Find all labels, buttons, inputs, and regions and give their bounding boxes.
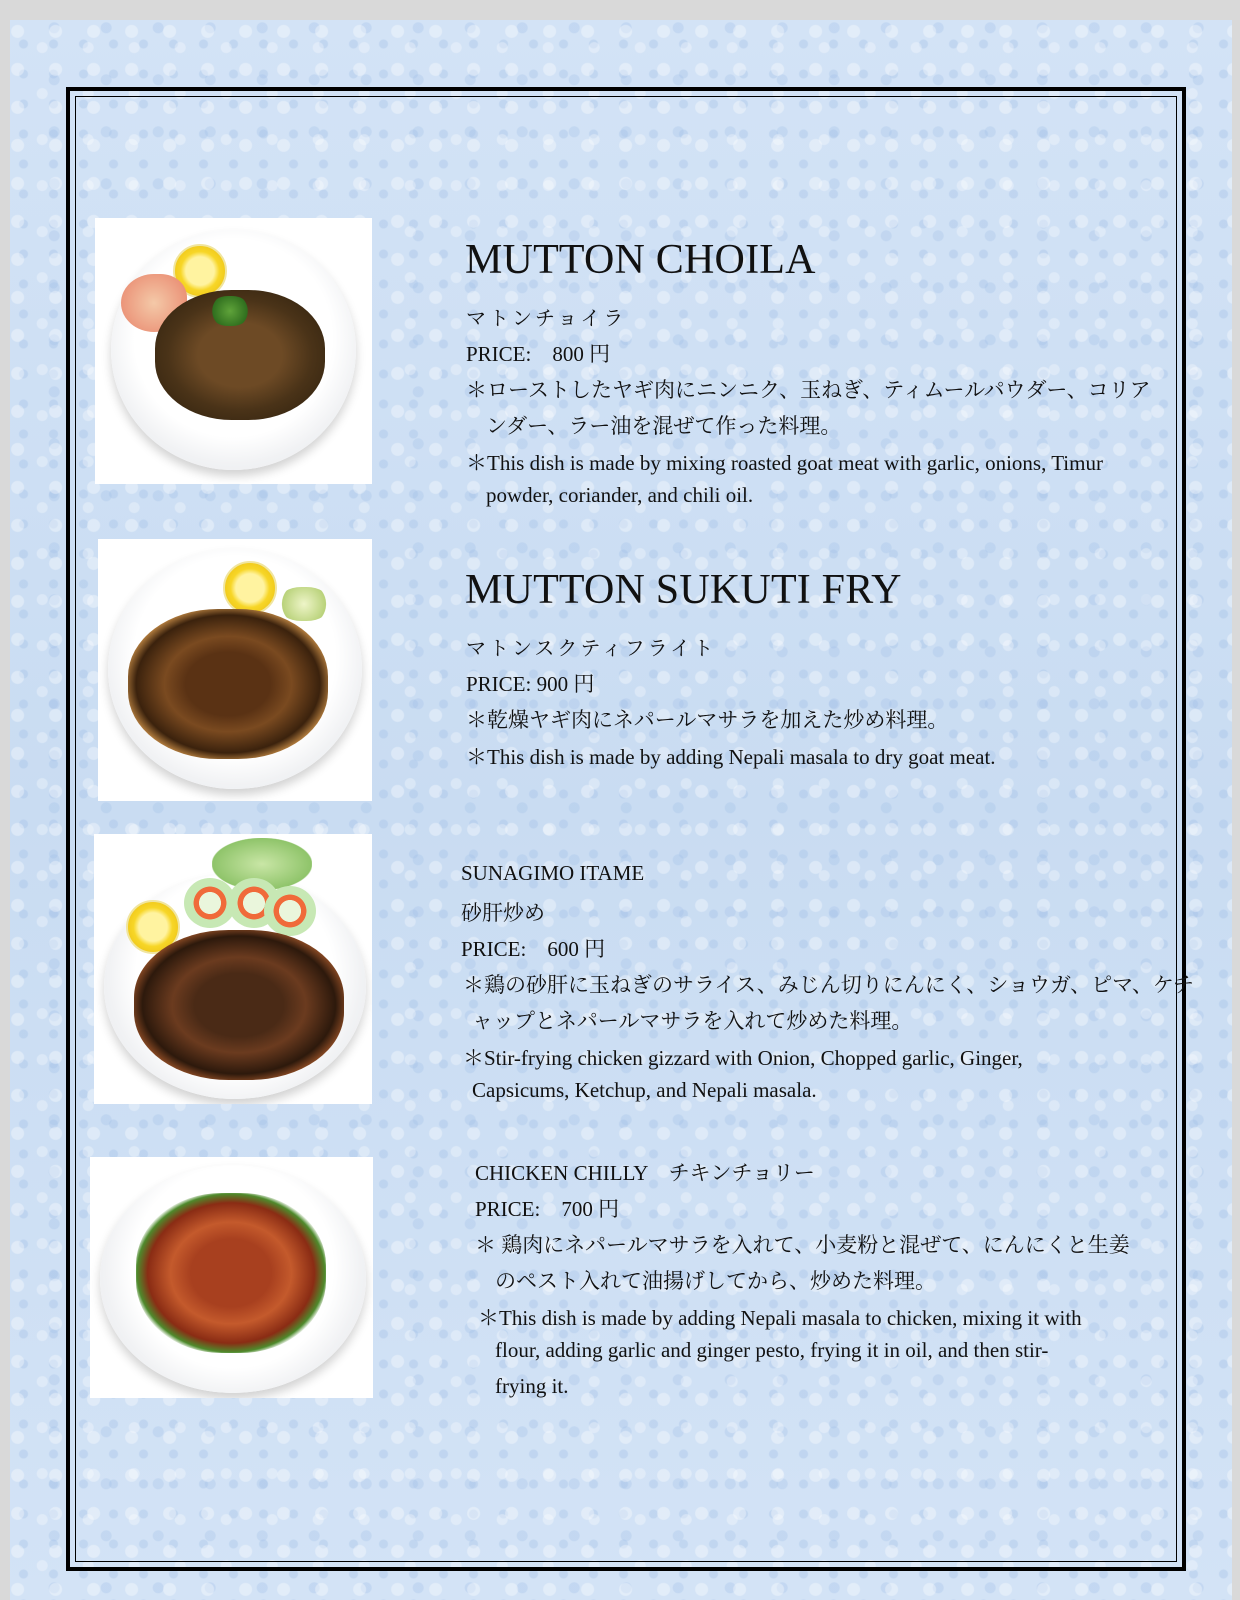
dish-description-en-cont: Capsicums, Ketchup, and Nepali masala. bbox=[472, 1078, 817, 1102]
dish-description-jp: ＊ 鶏肉にネパールマサラを入れて、小麦粉と混ぜて、にんにくと生姜 bbox=[475, 1233, 1130, 1257]
dish-price: PRICE: 800 円 bbox=[466, 342, 611, 366]
dish-description-en-cont: powder, coriander, and chili oil. bbox=[486, 483, 754, 507]
sunagimo-itame-photo bbox=[94, 834, 372, 1104]
dish-description-en: ＊This dish is made by adding Nepali masala to chicken, mixing it with bbox=[478, 1306, 1082, 1330]
dish-title: MUTTON CHOILA bbox=[465, 237, 816, 283]
chicken-chilly-photo bbox=[90, 1157, 373, 1398]
mutton-sukuti-fry-photo bbox=[98, 539, 372, 801]
dish-kana: 砂肝炒め bbox=[461, 901, 545, 925]
dish-price: PRICE: 700 円 bbox=[475, 1197, 620, 1221]
dish-title: MUTTON SUKUTI FRY bbox=[465, 567, 902, 613]
dish-description-jp: ＊鶏の砂肝に玉ねぎのサライス、みじん切りにんにく、ショウガ、ピマ、ケチ bbox=[463, 973, 1195, 997]
dish-description-en: ＊This dish is made by adding Nepali masala to dry goat meat. bbox=[466, 745, 996, 769]
dish-description-jp-cont: ンダー、ラー油を混ぜて作った料理。 bbox=[486, 414, 842, 438]
dish-description-en: ＊This dish is made by mixing roasted goat meat with garlic, onions, Timur bbox=[466, 451, 1103, 475]
mutton-choila-photo bbox=[95, 218, 372, 484]
dish-title: SUNAGIMO ITAME bbox=[461, 861, 645, 885]
dish-description-jp-cont: のペスト入れて油揚げしてから、炒めた料理。 bbox=[495, 1269, 936, 1293]
dish-description-en: ＊Stir-frying chicken gizzard with Onion, Chopped garlic, Ginger, bbox=[463, 1046, 1023, 1070]
dish-description-en-cont: frying it. bbox=[495, 1374, 569, 1398]
dish-kana: マトンチョイラ bbox=[466, 308, 627, 330]
dish-description-jp-cont: ャップとネパールマサラを入れて炒めた料理。 bbox=[472, 1009, 913, 1033]
dish-description-jp: ＊乾燥ヤギ肉にネパールマサラを加えた炒め料理。 bbox=[466, 708, 949, 732]
dish-kana: マトンスクティフライト bbox=[466, 638, 717, 660]
dish-description-en-cont: flour, adding garlic and ginger pesto, frying it in oil, and then stir- bbox=[495, 1338, 1049, 1362]
dish-description-jp: ＊ローストしたヤギ肉にニンニク、玉ねぎ、ティムールパウダー、コリア bbox=[466, 378, 1151, 402]
dish-title: CHICKEN CHILLY チキンチョリー bbox=[475, 1161, 815, 1185]
dish-price: PRICE: 900 円 bbox=[466, 672, 595, 696]
dish-price: PRICE: 600 円 bbox=[461, 937, 606, 961]
